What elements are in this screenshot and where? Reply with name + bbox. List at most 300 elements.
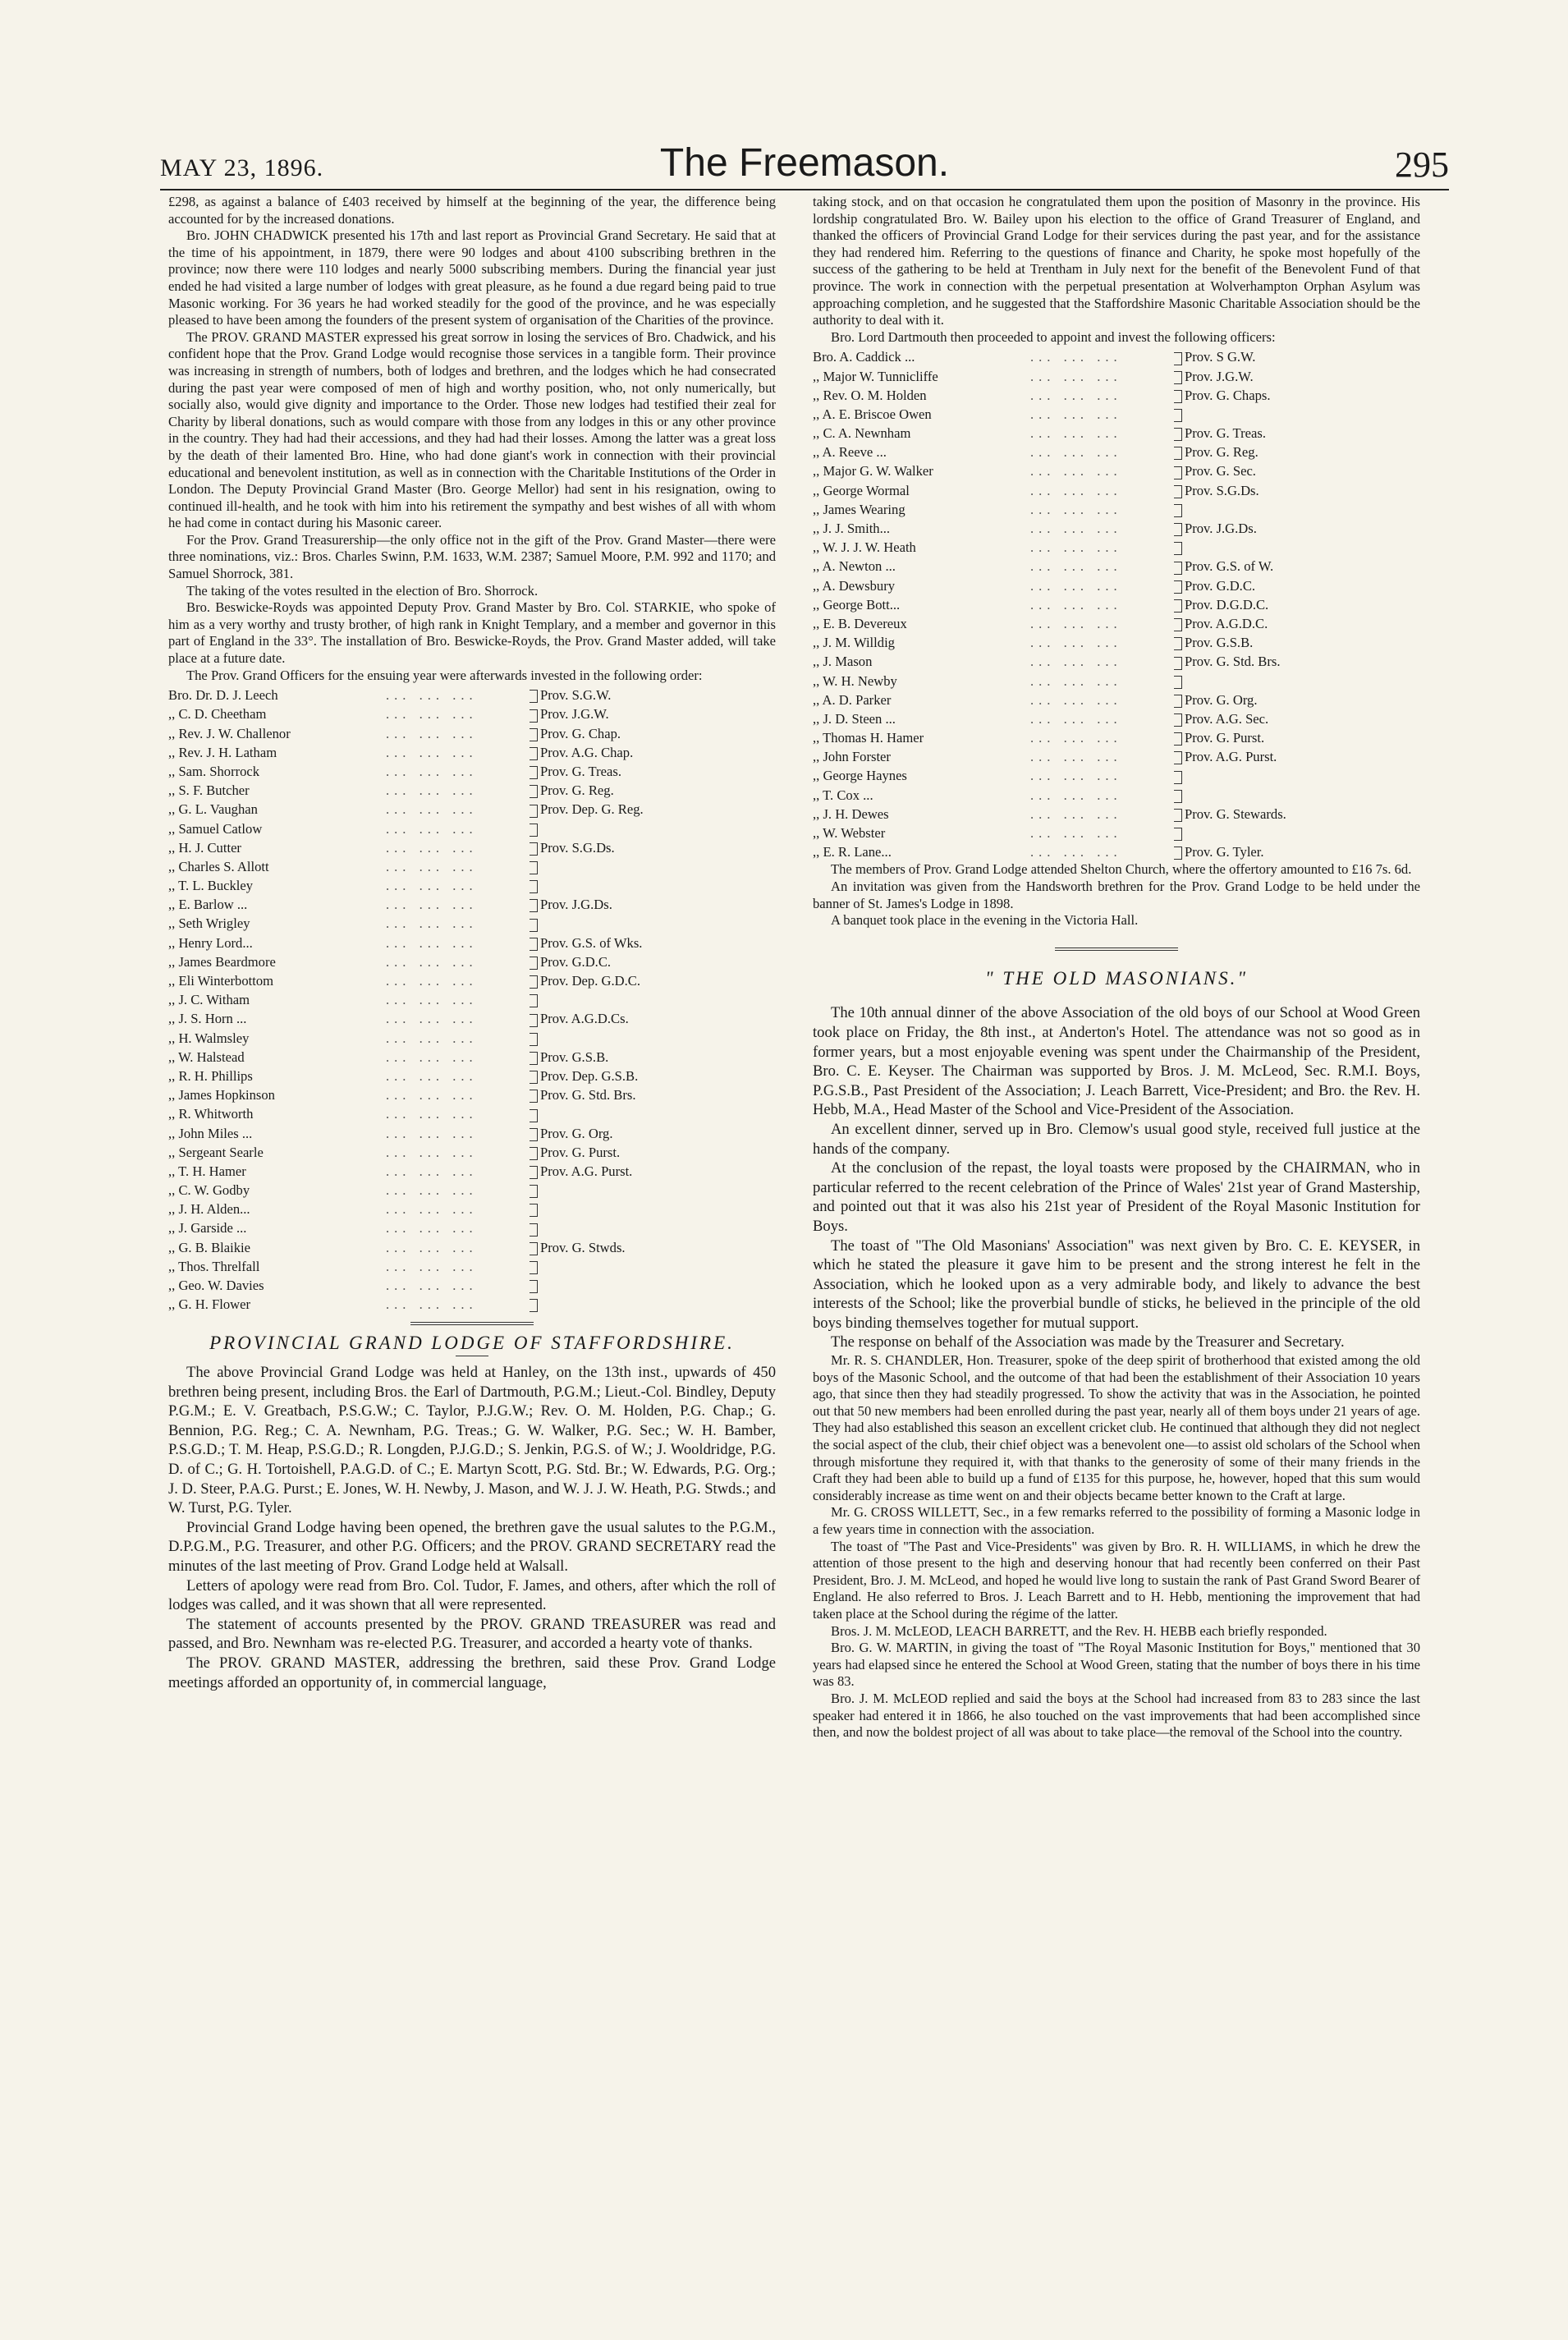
officer-row	[168, 1104, 776, 1123]
leader-dots: ... ... ...	[386, 1220, 478, 1237]
issue-date: MAY 23, 1896.	[160, 154, 324, 181]
brace-mark	[530, 1128, 538, 1141]
brace-mark	[1174, 732, 1182, 746]
officer-name: ,, James Hopkinson	[168, 1087, 275, 1103]
office-text: Prov. G. Chap.	[540, 725, 621, 741]
office-text: Prov. S.G.Ds.	[540, 839, 615, 856]
officer-name: ,, W. J. J. W. Heath	[813, 539, 916, 556]
brace-mark	[530, 709, 538, 723]
office-text: Prov. G. Reg.	[1185, 444, 1259, 461]
office-text: Prov. Dep. G.S.B.	[540, 1067, 639, 1084]
leader-dots: ... ... ...	[386, 1258, 478, 1274]
officer-name: ,, J. S. Horn ...	[168, 1011, 247, 1027]
leader-dots: ... ... ...	[386, 706, 478, 723]
office-text: Prov. G. Chaps.	[1185, 387, 1271, 403]
brace-mark	[1174, 542, 1182, 555]
leader-dots: ... ... ...	[1030, 596, 1122, 613]
officer-name: ,, W. H. Newby	[813, 672, 897, 689]
officer-name: ,, G. H. Flower	[168, 1296, 251, 1313]
brace-mark	[530, 824, 538, 837]
office-text: Prov. A.G.D.Cs.	[540, 1011, 629, 1027]
leader-dots: ... ... ...	[386, 953, 478, 970]
officer-row	[168, 1218, 776, 1237]
office-text: Prov. G. Org.	[1185, 691, 1258, 708]
officer-office	[530, 1067, 776, 1085]
section-divider	[1055, 947, 1178, 948]
brace-mark	[530, 728, 538, 741]
paragraph: Bro. JOHN CHADWICK presented his 17th and last report as Provincial Grand Secretary. He said that at the time of his appointment, in 1879, there were 90 lodges and about 4100 subscribing brethren in the province; now there were 110 lodges and nearly 5000 subscribing members. During the financial year just ended he had visited a large number of lodges with great pleasure, as he found a due regard being paid to true Masonic working. For 36 years he had worked steadily for the good of the province, and he was especially pleased to have been among the founders of the present system of organisation of the Charities of the province.	[168, 227, 776, 328]
leader-dots: ... ... ...	[386, 1201, 478, 1218]
paragraph: Bro. Lord Dartmouth then proceeded to appoint and invest the following officers:	[831, 328, 1276, 345]
leader-dots: ... ... ...	[1030, 710, 1122, 727]
officer-name: ,, G. B. Blaikie	[168, 1239, 251, 1255]
office-text: Prov. J.G.Ds.	[1185, 521, 1257, 537]
paragraph: The Prov. Grand Officers for the ensuing year were afterwards invested in the following order:	[186, 667, 703, 683]
officer-name: ,, E. Barlow ...	[168, 897, 248, 913]
officer-name: ,, John Miles ...	[168, 1125, 253, 1141]
brace-mark	[530, 785, 538, 798]
officer-name: ,, Samuel Catlow	[168, 820, 263, 837]
leader-dots: ... ... ...	[386, 1182, 478, 1199]
officer-row	[813, 519, 1420, 538]
leader-dots: ... ... ...	[1030, 501, 1122, 517]
paragraph: Bro. G. W. MARTIN, in giving the toast of "The Royal Masonic Institution for Boys," mentioned that 30 years had elapsed since he entered the School at Wood Green, stating that the number of boys there in his time was 83.	[813, 1640, 1420, 1690]
officer-row	[813, 709, 1420, 728]
leader-dots: ... ... ...	[1030, 787, 1122, 803]
office-text: Prov. G. Treas.	[1185, 425, 1266, 442]
officer-office	[1174, 424, 1420, 443]
officer-office	[530, 1104, 776, 1123]
paragraph: An invitation was given from the Handsworth brethren for the Prov. Grand Lodge to be held under the banner of St. James's Lodge in 1898.	[813, 879, 1420, 911]
officer-office	[530, 1143, 776, 1162]
brace-mark	[1174, 485, 1182, 498]
officer-office	[1174, 652, 1420, 671]
officer-office	[1174, 728, 1420, 747]
officer-name: ,, J. C. Witham	[168, 992, 250, 1008]
paragraph: Bro. Beswicke-Royds was appointed Deputy Prov. Grand Master by Bro. Col. STARKIE, who spoke of him as a very worthy and trusty brother, of high rank in Knight Templary, and a member and governor in this part of England in the 33°. The installation of Bro. Beswicke-Royds, the Prov. Grand Master added, will take place at a future date.	[168, 599, 776, 667]
brace-mark	[1174, 447, 1182, 460]
officer-row	[168, 838, 776, 857]
brace-mark	[530, 1223, 538, 1237]
paragraph: At the conclusion of the repast, the loyal toasts were proposed by the CHAIRMAN, who in particular referred to the recent celebration of the Prince of Wales' 21st year of Grand Mastership, and pointed out that it was also his 21st year of President of the Royal Masonic Institution for Boys.	[813, 1159, 1420, 1235]
office-text: Prov. D.G.D.C.	[1185, 596, 1269, 613]
leader-dots: ... ... ...	[386, 763, 478, 779]
leader-dots: ... ... ...	[1030, 406, 1122, 422]
leader-dots: ... ... ...	[386, 858, 478, 874]
old-masonians-text	[813, 1003, 1420, 1352]
officer-office	[1174, 367, 1420, 386]
brace-mark	[1174, 466, 1182, 479]
brace-mark	[1174, 637, 1182, 650]
officer-row	[813, 652, 1420, 671]
officer-row	[168, 1124, 776, 1143]
leader-dots: ... ... ...	[386, 744, 478, 760]
office-text: Prov. A.G.D.C.	[1185, 615, 1268, 631]
paragraph: A banquet took place in the evening in the Victoria Hall.	[831, 912, 1139, 929]
brace-mark	[1174, 713, 1182, 727]
officer-row	[168, 1085, 776, 1104]
officer-office	[530, 895, 776, 914]
officer-office	[530, 1048, 776, 1067]
paragraph: The PROV. GRAND MASTER, addressing the brethren, said these Prov. Grand Lodge meetings afforded an opportunity of, in commercial language,	[168, 1654, 776, 1691]
brace-mark	[1174, 790, 1182, 803]
office-text: Prov. J.G.W.	[540, 706, 609, 723]
staffordshire-closing-text	[813, 861, 1420, 929]
officer-row	[813, 386, 1420, 405]
leader-dots: ... ... ...	[386, 839, 478, 856]
officer-row	[813, 805, 1420, 824]
officer-name: ,, George Bott...	[813, 596, 901, 613]
officer-name: ,, T. L. Buckley	[168, 878, 254, 894]
officer-name: ,, J. Garside ...	[168, 1220, 247, 1237]
officer-row	[813, 481, 1420, 500]
officer-row	[813, 538, 1420, 557]
officer-name: ,, T. Cox ...	[813, 787, 873, 803]
officer-office	[530, 952, 776, 971]
officer-name: ,, H. Walmsley	[168, 1030, 250, 1046]
brace-mark	[1174, 618, 1182, 631]
paragraph: Bro. J. M. McLEOD replied and said the boys at the School had increased from 83 to 283 since the last speaker had entered it in 1866, he also touched on the vast improvements that had been accomplished since then, and now the boldest project of all was about to take place—the removal of the School into the country.	[813, 1690, 1420, 1741]
office-text: Prov. G. Tyler.	[1185, 844, 1264, 860]
officers-list-lancashire	[168, 686, 776, 1314]
officer-name: ,, Eli Winterbottom	[168, 973, 274, 989]
officer-row	[168, 952, 776, 971]
office-text: Prov. G. Std. Brs.	[540, 1087, 636, 1103]
officer-row	[813, 424, 1420, 443]
office-text: Prov. G. Purst.	[540, 1144, 621, 1160]
brace-mark	[530, 747, 538, 760]
officer-office	[1174, 386, 1420, 405]
officer-row	[168, 1029, 776, 1048]
leader-dots: ... ... ...	[386, 782, 478, 799]
officer-office	[1174, 461, 1420, 480]
officer-name: ,, Charles S. Allott	[168, 858, 269, 874]
officer-office	[1174, 347, 1420, 366]
paragraph: The toast of "The Old Masonians' Association" was next given by Bro. C. E. KEYSER, in which he stated the pleasure it gave him to be present and the strong interest he felt in the Association, which he looked upon as a very admirable body, and likely to advance the best interests of the School; like the proverbial bundle of sticks, he believed in the principle of the old boys binding themselves together for mutual support.	[813, 1237, 1420, 1332]
leader-dots: ... ... ...	[1030, 349, 1122, 365]
officer-row	[168, 686, 776, 704]
officer-office	[530, 934, 776, 952]
officer-office	[1174, 786, 1420, 805]
officer-row	[168, 1295, 776, 1314]
officer-office	[530, 1200, 776, 1218]
officer-name: ,, A. Newton ...	[813, 558, 896, 575]
officer-name: ,, Geo. W. Davies	[168, 1278, 264, 1294]
brace-mark	[530, 1204, 538, 1217]
leader-dots: ... ... ...	[386, 1144, 478, 1160]
officer-row	[168, 1009, 776, 1028]
leader-dots: ... ... ...	[386, 820, 478, 837]
officer-row	[813, 595, 1420, 614]
officer-name: ,, C. W. Godby	[168, 1182, 250, 1199]
officer-office	[1174, 672, 1420, 691]
leader-dots: ... ... ...	[1030, 825, 1122, 842]
officer-row	[168, 876, 776, 895]
leader-dots: ... ... ...	[1030, 654, 1122, 670]
paragraph: taking stock, and on that occasion he congratulated them upon the position of Masonry in the province. His lordship congratulated Bro. W. Bailey upon his election to the office of Grand Treasurer of England, and thanked the officers of Provincial Grand Lodge for their services during the past year, and for the assistance they had rendered him. Referring to the questions of finance and Charity, he spoke most hopefully of the success of the gathering to be held at Trentham in July next for the benefit of the Benevolent Fund of that province. The work in connection with the perpetual presentation at Wolverhampton Orphan Asylum was approaching completion, and he suggested that the Staffordshire Masonic Charitable Association should be the authority to deal with it.	[813, 194, 1420, 328]
officer-office	[530, 1181, 776, 1200]
brace-mark	[530, 1242, 538, 1255]
officer-row	[168, 819, 776, 838]
officer-name: ,, James Wearing	[813, 501, 905, 517]
officer-name: ,, John Forster	[813, 749, 891, 765]
officer-office	[1174, 405, 1420, 424]
paragraph: Provincial Grand Lodge having been opened, the brethren gave the usual salutes to the P.G.M., D.P.G.M., P.G. Treasurer, and other P.G. Officers; and the PROV. GRAND SECRETARY read the minutes of the last meeting of Prov. Grand Lodge held at Walsall.	[168, 1518, 776, 1575]
officer-row	[168, 1257, 776, 1276]
leader-dots: ... ... ...	[386, 1106, 478, 1122]
leader-dots: ... ... ...	[386, 801, 478, 818]
officer-name: ,, George Wormal	[813, 482, 910, 498]
officer-name: ,, George Haynes	[813, 768, 907, 784]
leader-dots: ... ... ...	[1030, 539, 1122, 556]
officer-office	[530, 1009, 776, 1028]
officer-office	[530, 762, 776, 781]
officer-name: ,, A. Dewsbury	[813, 577, 896, 594]
officer-name: ,, A. E. Briscoe Owen	[813, 406, 932, 422]
paragraph: The members of Prov. Grand Lodge attended Shelton Church, where the offertory amounted to £16 7s. 6d.	[831, 861, 1412, 878]
officer-name: ,, E. B. Devereux	[813, 615, 907, 631]
leader-dots: ... ... ...	[1030, 672, 1122, 689]
officer-office	[530, 704, 776, 723]
leader-dots: ... ... ...	[386, 1163, 478, 1179]
brace-mark	[530, 861, 538, 874]
officer-office	[530, 990, 776, 1009]
officer-row	[168, 1238, 776, 1257]
officer-office	[530, 1085, 776, 1104]
brace-mark	[530, 766, 538, 779]
officer-office	[1174, 614, 1420, 633]
masthead	[160, 115, 1449, 190]
officer-row	[168, 1067, 776, 1085]
paragraph: The 10th annual dinner of the above Association of the old boys of our School at Wood Green took place on Friday, the 8th inst., at Anderton's Hotel. The attendance was not so good as in former years, but a most enjoyable evening was spent under the Chairmanship of the President, Bro. C. E. Keyser. The Chairman was supported by Bros. J. M. McLeod, Sec. R.M.I. Boys, P.G.S.B., Past President of the Association; J. Leach Barrett, Vice-President; and Bro. the Rev. H. Hebb, M.A., Head Master of the School and Vice-President of the Association.	[813, 1004, 1420, 1119]
old-masonians-text-continued	[813, 1352, 1420, 1741]
brace-mark	[1174, 751, 1182, 764]
officer-row	[813, 557, 1420, 576]
officer-office	[530, 857, 776, 876]
officer-office	[1174, 576, 1420, 595]
officer-name: ,, G. L. Vaughan	[168, 801, 258, 818]
officer-name: ,, W. Halstead	[168, 1048, 245, 1065]
brace-mark	[530, 994, 538, 1007]
office-text: Prov. A.G. Purst.	[540, 1163, 633, 1179]
brace-mark	[530, 957, 538, 970]
officer-office	[530, 1218, 776, 1237]
officer-row	[168, 1276, 776, 1295]
leader-dots: ... ... ...	[386, 1030, 478, 1046]
officer-name: ,, C. A. Newnham	[813, 425, 911, 442]
officer-office	[530, 724, 776, 743]
officer-name: ,, T. H. Hamer	[168, 1163, 246, 1179]
officer-row	[813, 461, 1420, 480]
brace-mark	[530, 1014, 538, 1027]
officer-office	[1174, 766, 1420, 785]
officer-name: ,, Major G. W. Walker	[813, 463, 933, 479]
right-column	[813, 194, 1420, 1741]
paragraph: Letters of apology were read from Bro. Col. Tudor, F. James, and others, after which the roll of lodges was called, and it was shown that all were represented.	[168, 1576, 776, 1614]
officer-row	[168, 724, 776, 743]
officer-row	[813, 633, 1420, 652]
leader-dots: ... ... ...	[1030, 844, 1122, 860]
officer-office	[530, 1295, 776, 1314]
leader-dots: ... ... ...	[386, 1011, 478, 1027]
officer-name: Bro. Dr. D. J. Leech	[168, 687, 278, 704]
brace-mark	[530, 1261, 538, 1274]
paragraph: Mr. R. S. CHANDLER, Hon. Treasurer, spoke of the deep spirit of brotherhood that existed among the old boys of the Masonic School, and the outcome of that had been the establishment of their Association 10 years ago, that since then they had steadily progressed. To show the activity that was in the Association, he pointed out that 50 new members had been enrolled during the past year, nearly all of them boys under 21 years of age. They had also established this season an excellent cricket club. He continued that although they did not neglect the social aspect of the club, their chief object was a benevolent one—to assist old scholars of the School when through misfortune they required it, with that thanks to the generosity of some of their many friends in the Craft they had been able to build up a fund of £135 for this purpose, he, however, hoped that this sum would considerably increase as time went on and their objects became better known to the Craft at large.	[813, 1352, 1420, 1503]
officer-row	[168, 1143, 776, 1162]
office-text: Prov. G. Stewards.	[1185, 805, 1286, 822]
leader-dots: ... ... ...	[1030, 615, 1122, 631]
office-text: Prov. G.D.C.	[540, 953, 612, 970]
officer-name: ,, J. M. Willdig	[813, 635, 895, 651]
brace-mark	[530, 1052, 538, 1065]
officer-office	[1174, 538, 1420, 557]
officer-name: ,, S. F. Butcher	[168, 782, 250, 799]
left-column	[168, 194, 776, 1692]
office-text: Prov. G. Sec.	[1185, 463, 1256, 479]
officer-office	[1174, 824, 1420, 842]
office-text: Prov. G.S.B.	[1185, 635, 1254, 651]
leader-dots: ... ... ...	[1030, 444, 1122, 461]
officer-office	[1174, 500, 1420, 519]
officer-row	[168, 971, 776, 990]
officer-name: ,, J. H. Alden...	[168, 1201, 250, 1218]
officer-row	[168, 934, 776, 952]
brace-mark	[1174, 695, 1182, 708]
brace-mark	[1174, 352, 1182, 365]
office-text: Prov. G. Treas.	[540, 763, 621, 779]
officer-row	[168, 743, 776, 762]
officer-office	[530, 743, 776, 762]
officer-office	[1174, 747, 1420, 766]
officer-name: ,, A. D. Parker	[813, 691, 892, 708]
leader-dots: ... ... ...	[1030, 691, 1122, 708]
brace-mark	[1174, 390, 1182, 403]
leader-dots: ... ... ...	[1030, 368, 1122, 384]
officer-name: ,, A. Reeve ...	[813, 444, 887, 461]
officer-office	[1174, 481, 1420, 500]
brace-mark	[530, 842, 538, 856]
office-text: Prov. A.G. Purst.	[1185, 749, 1277, 765]
brace-mark	[530, 1090, 538, 1103]
brace-mark	[1174, 847, 1182, 860]
officer-row	[813, 842, 1420, 861]
office-text: Prov. J.G.Ds.	[540, 897, 612, 913]
officer-row	[168, 800, 776, 819]
brace-mark	[530, 880, 538, 893]
paragraph: Bros. J. M. McLEOD, LEACH BARRETT, and the Rev. H. HEBB each briefly responded.	[831, 1622, 1327, 1639]
brace-mark	[1174, 371, 1182, 384]
officers-list-staffordshire	[813, 347, 1420, 861]
officer-row	[168, 704, 776, 723]
paragraph: Mr. G. CROSS WILLETT, Sec., in a few remarks referred to the possibility of forming a Masonic lodge in a few years time in connection with the association.	[813, 1504, 1420, 1537]
officer-office	[530, 1029, 776, 1048]
officer-row	[813, 367, 1420, 386]
officer-name: ,, E. R. Lane...	[813, 844, 892, 860]
paragraph: The statement of accounts presented by the PROV. GRAND TREASURER was read and passed, and Bro. Newnham was re-elected P.G. Treasurer, and accorded a hearty vote of thanks.	[168, 1615, 776, 1653]
officer-name: ,, H. J. Cutter	[168, 839, 241, 856]
lancashire-report-text	[168, 194, 776, 684]
brace-mark	[1174, 409, 1182, 422]
officer-name: ,, Rev. O. M. Holden	[813, 387, 927, 403]
paragraph: An excellent dinner, served up in Bro. Clemow's usual good style, received full justice at the hands of the company.	[813, 1120, 1420, 1158]
officer-row	[813, 443, 1420, 461]
section-divider	[410, 1324, 534, 1325]
brace-mark	[1174, 504, 1182, 517]
leader-dots: ... ... ...	[386, 1067, 478, 1084]
officer-office	[1174, 805, 1420, 824]
paragraph: The above Provincial Grand Lodge was held at Hanley, on the 13th inst., upwards of 450 brethren being present, including Bros. the Earl of Dartmouth, P.G.M.; Lieut.-Col. Bindley, Deputy P.G.M.; E. V. Greatbach, P.S.G.W.; C. Taylor, P.J.G.W.; Rev. O. M. Holden, P.G. Chap.; G. Bennion, P.G. Reg.; C. A. Newnham, P.G. Treas.; G. W. Walker, P.G. Sec.; W. H. Bamber, P.S.G.D.; T. M. Heap, P.S.G.D.; R. Longden, P.J.G.D.; S. Jenkin, P.G.S. of W.; J. Wooldridge, P.G. D. of C.; G. H. Tortoishell, P.A.G.D. of C.; E. Martyn Scott, P.G. Std. Br.; W. Edwards, P.G. Org.; J. D. Steer, P.A.G. Purst.; E. Jones, W. H. Newby, J. Mason, and W. J. J. W. Heath, P.G. Stwds.; and W. Turst, P.G. Tyler.	[168, 1364, 776, 1517]
office-text: Prov. S.G.Ds.	[1185, 482, 1259, 498]
leader-dots: ... ... ...	[386, 1296, 478, 1313]
leader-dots: ... ... ...	[386, 1125, 478, 1141]
leader-dots: ... ... ...	[386, 878, 478, 894]
officer-name: ,, W. Webster	[813, 825, 886, 842]
office-text: Prov. G. Reg.	[540, 782, 614, 799]
leader-dots: ... ... ...	[1030, 768, 1122, 784]
officer-name: ,, Thos. Threlfall	[168, 1258, 260, 1274]
officer-name: ,, J. D. Steen ...	[813, 710, 896, 727]
staffordshire-report-text	[168, 1363, 776, 1692]
leader-dots: ... ... ...	[386, 725, 478, 741]
leader-dots: ... ... ...	[1030, 463, 1122, 479]
office-text: Prov. Dep. G.D.C.	[540, 973, 640, 989]
leader-dots: ... ... ...	[386, 973, 478, 989]
leader-dots: ... ... ...	[1030, 425, 1122, 442]
newspaper-title: The Freemason.	[659, 141, 950, 185]
brace-mark	[1174, 428, 1182, 441]
officer-name: Bro. A. Caddick ...	[813, 349, 915, 365]
officer-name: ,, James Beardmore	[168, 953, 276, 970]
leader-dots: ... ... ...	[386, 992, 478, 1008]
officer-row	[168, 857, 776, 876]
leader-dots: ... ... ...	[386, 1048, 478, 1065]
leader-dots: ... ... ...	[386, 687, 478, 704]
office-text: Prov. G. Purst.	[1185, 730, 1265, 746]
officer-row	[813, 824, 1420, 842]
brace-mark	[530, 1033, 538, 1046]
officer-row	[813, 747, 1420, 766]
officer-office	[530, 781, 776, 800]
brace-mark	[1174, 523, 1182, 536]
leader-dots: ... ... ...	[386, 915, 478, 932]
staffordshire-report-continued	[813, 194, 1420, 346]
officer-row	[813, 766, 1420, 785]
leader-dots: ... ... ...	[1030, 730, 1122, 746]
officer-name: ,, R. H. Phillips	[168, 1067, 253, 1084]
brace-mark	[530, 690, 538, 703]
paragraph: The taking of the votes resulted in the election of Bro. Shorrock.	[186, 582, 539, 599]
officer-row	[168, 1162, 776, 1181]
brace-mark	[1174, 809, 1182, 822]
leader-dots: ... ... ...	[386, 934, 478, 951]
officer-row	[813, 786, 1420, 805]
section-divider	[410, 1322, 534, 1323]
leader-dots: ... ... ...	[386, 897, 478, 913]
office-text: Prov. G.S. of Wks.	[540, 934, 643, 951]
office-text: Prov. A.G. Chap.	[540, 744, 634, 760]
office-text: Prov. G. Std. Brs.	[1185, 654, 1281, 670]
leader-dots: ... ... ...	[386, 1087, 478, 1103]
officer-office	[530, 819, 776, 838]
leader-dots: ... ... ...	[1030, 805, 1122, 822]
officer-office	[530, 1124, 776, 1143]
office-text: Prov. G.D.C.	[1185, 577, 1256, 594]
officer-row	[168, 1048, 776, 1067]
brace-mark	[1174, 676, 1182, 689]
paragraph: The toast of "The Past and Vice-Presidents" was given by Bro. R. H. WILLIAMS, in which he drew the attention of those present to the high and deserving honour that had recently been conferred on their Past President, Bro. J. M. McLeod, and hoped he would live long to sustain the rank of Past Grand Sword Bearer of England. He also referred to Bros. J. Leach Barrett and to H. Hebb, mentioning the improvement that had taken place at the School during the régime of the latter.	[813, 1538, 1420, 1622]
officer-row	[168, 990, 776, 1009]
brace-mark	[530, 899, 538, 912]
